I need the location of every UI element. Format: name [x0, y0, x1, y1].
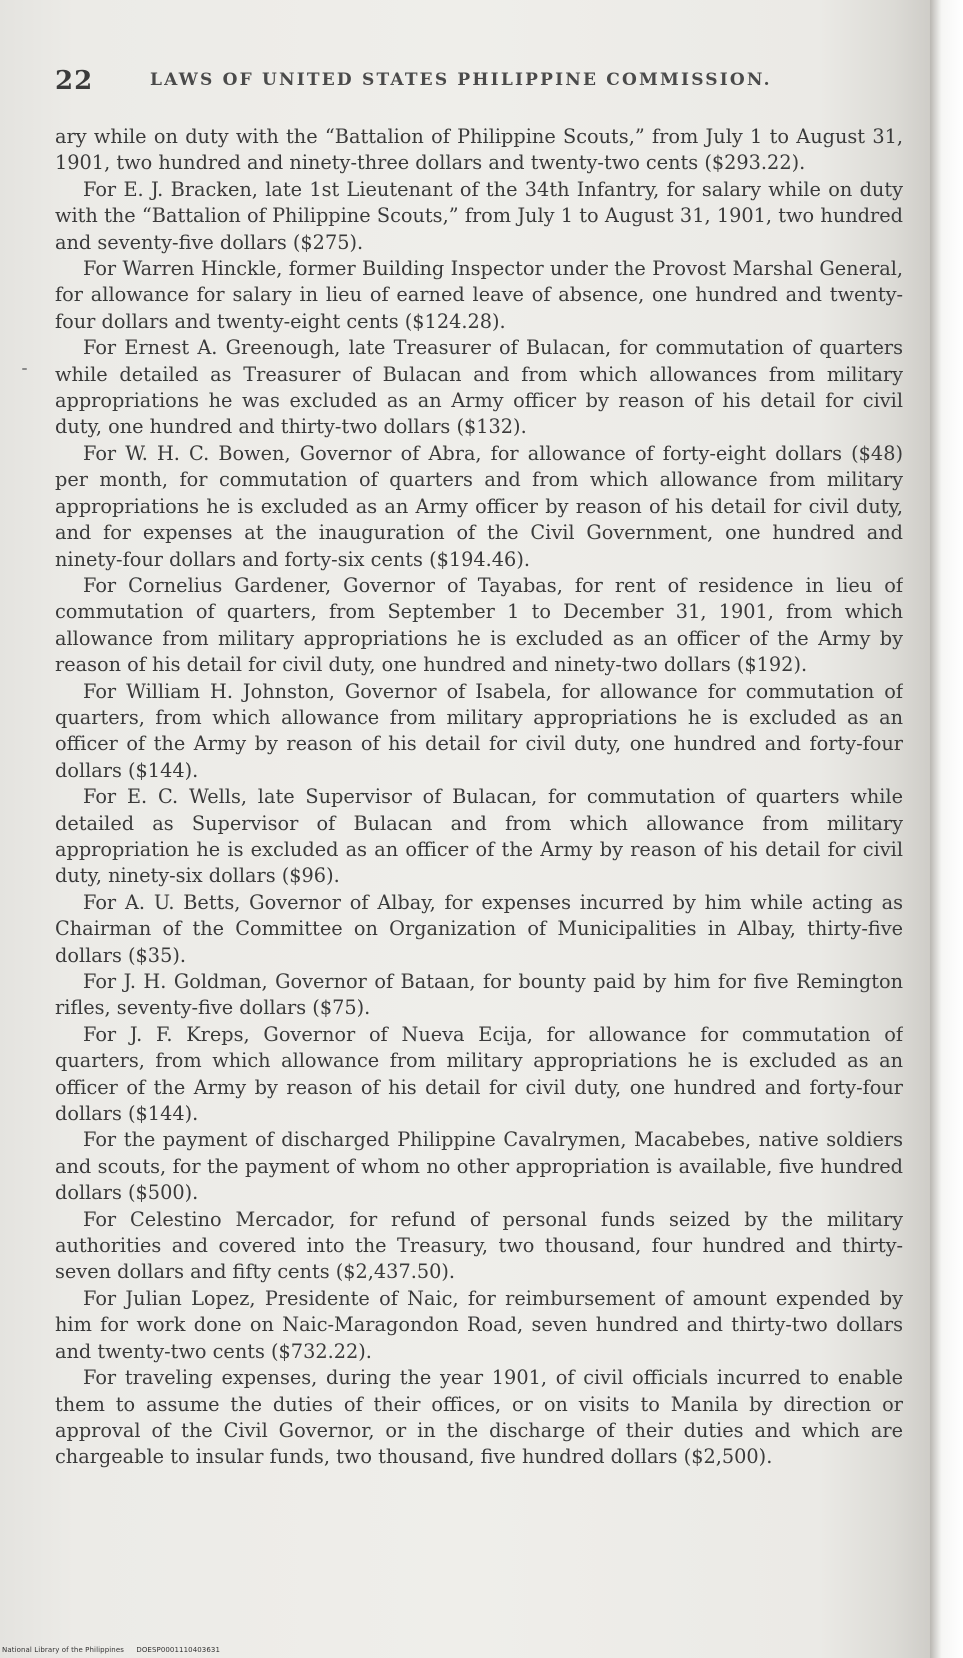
- paragraph-hinckle: For Warren Hinckle, former Building Inspector under the Provost Marshal General, for allowance for salary in lieu of earned leave of absence, one hundred and twenty-four dollars and twenty-eight cents ($124.28).: [55, 257, 903, 333]
- paragraph-continued: ary while on duty with the “Battalion of Philippine Scouts,” from July 1 to August 31, 1901, two hundred and ninety-three dollars and twenty-two cents ($293.22).: [55, 125, 903, 175]
- paragraph-cavalrymen: For the payment of discharged Philippine Cavalrymen, Macabebes, native soldiers and scouts, for the payment of whom no other appropriation is available, five hundred dollars ($500).: [55, 1128, 903, 1205]
- paragraph-johnston: For William H. Johnston, Governor of Isabela, for allowance for commutation of quarters, from which allowance from military appropriations he is excluded as an officer of the Army by reason of his detail for civil duty, one hundred and forty-four dollars ($144).: [55, 679, 903, 782]
- page-number: 22: [55, 66, 94, 96]
- paragraph-bracken: For E. J. Bracken, late 1st Lieutenant of the 34th Infantry, for salary while on duty with the “Battalion of Philippine Scouts,” from July 1 to August 31, 1901, two hundred and seventy-five dollars ($275).: [55, 177, 903, 254]
- scan-identifier: DOESP0001110403631: [136, 1646, 221, 1654]
- paragraph-kreps: For J. F. Kreps, Governor of Nueva Ecija, for allowance for commutation of quarters, from which allowance from military appropriations he is excluded as an officer of the Army by reason of his detail for civil duty, one hundred and forty-four dollars ($144).: [55, 1022, 903, 1126]
- paragraph-goldman: For J. H. Goldman, Governor of Bataan, for bounty paid by him for five Remington rifles, seventy-five dollars ($75).: [55, 970, 903, 1020]
- paragraph-bowen: For W. H. C. Bowen, Governor of Abra, for allowance of forty-eight dollars ($48) per month, for commutation of quarters and from which allowance from military appropriations he is excluded as an Army officer by reason of his detail for civil duty, and for expenses at the inauguration of the Civil Government, one hundred and ninety-four dollars and forty-six cents ($194.46).: [55, 441, 903, 571]
- paragraph-mercador: For Celestino Mercador, for refund of personal funds seized by the military authorities and covered into the Treasury, two thousand, four hundred and thirty-seven dollars and fifty cents ($2,437.50).: [55, 1207, 903, 1284]
- paragraph-gardener: For Cornelius Gardener, Governor of Tayabas, for rent of residence in lieu of commutation of quarters, from September 1 to December 31, 1901, from which allowance from military appropriations he is excluded as an officer of the Army by reason of his detail for civil duty, one hundred and ninety-two dollars ($192).: [55, 573, 903, 677]
- paragraph-greenough: For Ernest A. Greenough, late Treasurer of Bulacan, for commutation of quarters while detailed as Treasurer of Bulacan and from which allowances from military appropriations he was excluded as an Army officer by reason of his detail for civil duty, one hundred and thirty-two dollars ($132).: [55, 336, 903, 439]
- paragraph-lopez: For Julian Lopez, Presidente of Naic, for reimbursement of amount expended by him for work done on Naic-Maragondon Road, seven hundred and thirty-two dollars and twenty-two cents ($732.22).: [55, 1286, 903, 1363]
- paragraph-traveling-expenses: For traveling expenses, during the year 1901, of civil officials incurred to enable them to assume the duties of their offices, or on visits to Manila by direction or approval of the Civil Governor, or in the discharge of their duties and which are chargeable to insular funds, two thousand, five hundred dollars ($2,500).: [55, 1366, 903, 1469]
- scan-footer: [2, 1646, 230, 1654]
- page-header: [55, 66, 915, 96]
- running-head: LAWS OF UNITED STATES PHILIPPINE COMMISSION.: [150, 70, 772, 90]
- scan-source: National Library of the Philippines: [2, 1646, 124, 1654]
- document-body: [55, 124, 903, 1634]
- paragraph-betts: For A. U. Betts, Governor of Albay, for expenses incurred by him while acting as Chairman of the Committee on Organization of Municipalities in Albay, thirty-five dollars ($35).: [55, 890, 903, 967]
- paper-speck: [22, 368, 27, 370]
- page-edge: [930, 0, 963, 1658]
- paragraph-wells: For E. C. Wells, late Supervisor of Bulacan, for commutation of quarters while detailed as Supervisor of Bulacan and from which allowance from military appropriation he is excluded as an officer of the Army by reason of his detail for civil duty, ninety-six dollars ($96).: [55, 785, 903, 888]
